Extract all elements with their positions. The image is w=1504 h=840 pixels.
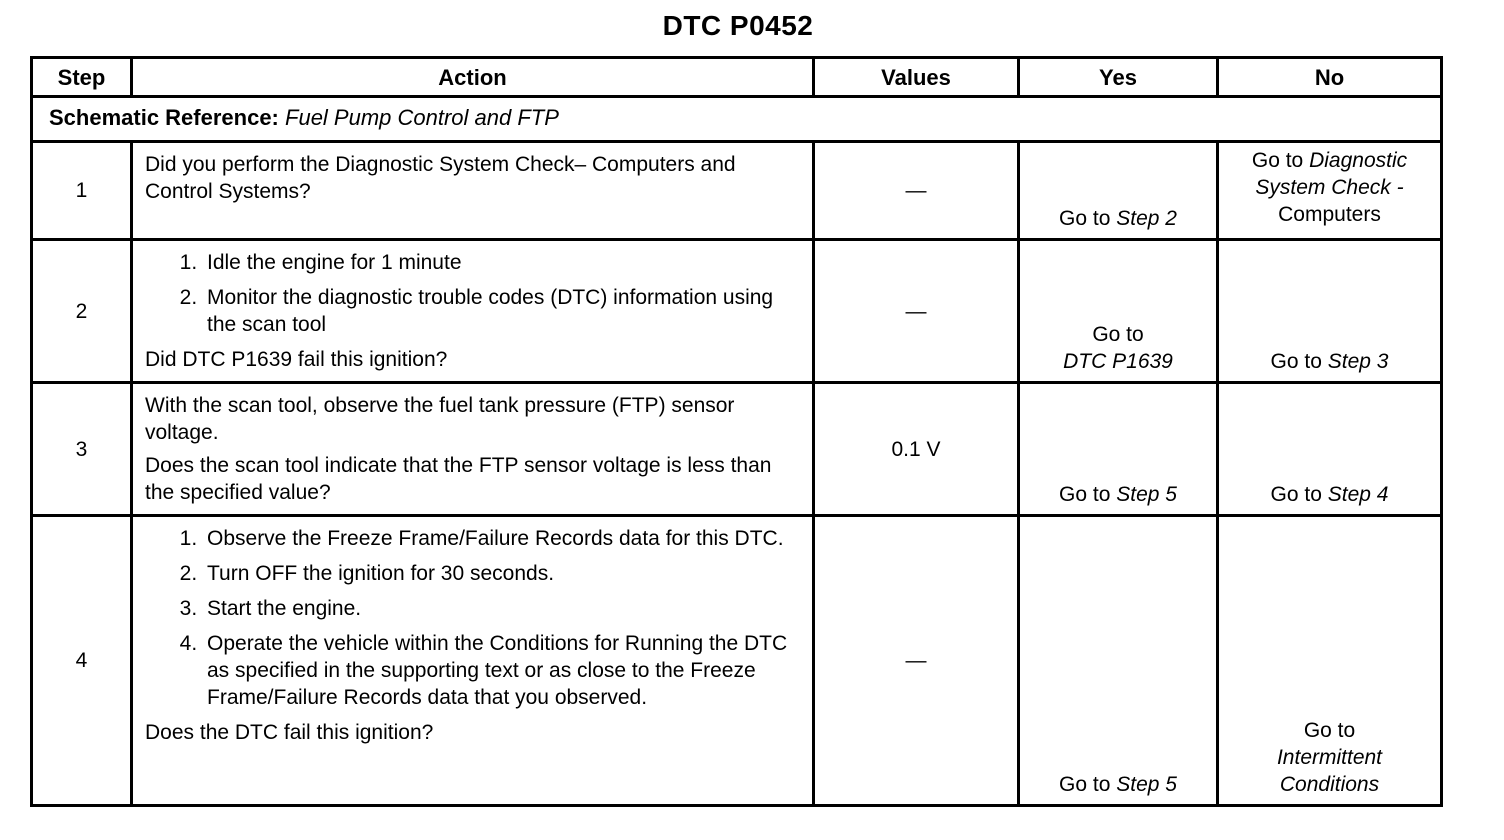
header-action: Action (132, 58, 814, 97)
header-step: Step (32, 58, 132, 97)
page-title: DTC P0452 (662, 10, 814, 41)
header-no: No (1218, 58, 1442, 97)
action-question: Did DTC P1639 fail this ignition? (145, 348, 448, 371)
action-text: Did you perform the Diagnostic System Check– Computers and Control Systems? (145, 153, 736, 203)
action-text: With the scan tool, observe the fuel tank pressure (FTP) sensor voltage. (145, 394, 735, 444)
no-cell (1218, 240, 1442, 383)
yes-target: Step 2 (1116, 207, 1177, 230)
yes-prefix: Go to (1059, 207, 1111, 230)
no-target: Diagnostic System Check - (1255, 149, 1408, 199)
no-prefix: Go to (1303, 719, 1356, 742)
table-row (32, 240, 1442, 383)
yes-target: Step 5 (1116, 773, 1177, 796)
yes-cell (1019, 516, 1218, 806)
action-list (145, 249, 802, 338)
no-target: Step 4 (1327, 483, 1389, 506)
no-cell (1218, 516, 1442, 806)
values-cell: — (814, 516, 1019, 806)
list-item: 3. Start the engine. (203, 595, 802, 622)
yes-prefix: Go to (1059, 773, 1111, 796)
no-prefix: Go to (1270, 483, 1322, 506)
action-cell (132, 142, 814, 240)
schematic-label: Schematic Reference: (49, 105, 279, 130)
no-target: Step 3 (1327, 350, 1389, 373)
step-number: 1 (32, 142, 132, 240)
values-cell: — (814, 240, 1019, 383)
values-cell: — (814, 142, 1019, 240)
yes-cell (1019, 142, 1218, 240)
list-item: 2. Turn OFF the ignition for 30 seconds. (203, 560, 802, 587)
action-list (145, 525, 802, 711)
values-cell: 0.1 V (814, 383, 1019, 516)
action-question: Does the scan tool indicate that the FTP sensor voltage is less than the specified value? (145, 454, 772, 504)
no-cell (1218, 142, 1442, 240)
action-cell (132, 516, 814, 806)
list-item: 4. Operate the vehicle within the Conditions for Running the DTC as specified in the supporting text or as close to the Freeze Frame/Failure Records data that you observed. (203, 630, 802, 711)
header-yes: Yes (1019, 58, 1218, 97)
action-cell (132, 383, 814, 516)
action-cell (132, 240, 814, 383)
schematic-value: Fuel Pump Control and FTP (285, 105, 559, 130)
table-row (32, 516, 1442, 806)
schematic-row (32, 97, 1442, 142)
header-values: Values (814, 58, 1019, 97)
list-item: 1. Observe the Freeze Frame/Failure Records data for this DTC. (203, 525, 802, 552)
header-row (32, 58, 1442, 97)
list-item: 1. Idle the engine for 1 minute (203, 249, 802, 276)
yes-cell (1019, 240, 1218, 383)
yes-prefix: Go to (1059, 483, 1111, 506)
yes-target: DTC P1639 (1063, 350, 1173, 373)
table-row (32, 383, 1442, 516)
step-number: 2 (32, 240, 132, 383)
no-suffix: Computers (1278, 203, 1381, 226)
table-row (32, 142, 1442, 240)
yes-cell (1019, 383, 1218, 516)
action-question: Does the DTC fail this ignition? (145, 721, 434, 744)
no-prefix: Go to (1251, 149, 1304, 172)
list-item: 2. Monitor the diagnostic trouble codes (DTC) information using the scan tool (203, 284, 802, 338)
step-number: 4 (32, 516, 132, 806)
schematic-reference (32, 97, 1442, 142)
step-number: 3 (32, 383, 132, 516)
no-cell (1218, 383, 1442, 516)
no-prefix: Go to (1270, 350, 1322, 373)
yes-target: Step 5 (1116, 483, 1177, 506)
no-target: Intermittent Conditions (1276, 746, 1383, 796)
yes-prefix: Go to (1092, 323, 1144, 346)
dtc-table (30, 56, 1443, 807)
